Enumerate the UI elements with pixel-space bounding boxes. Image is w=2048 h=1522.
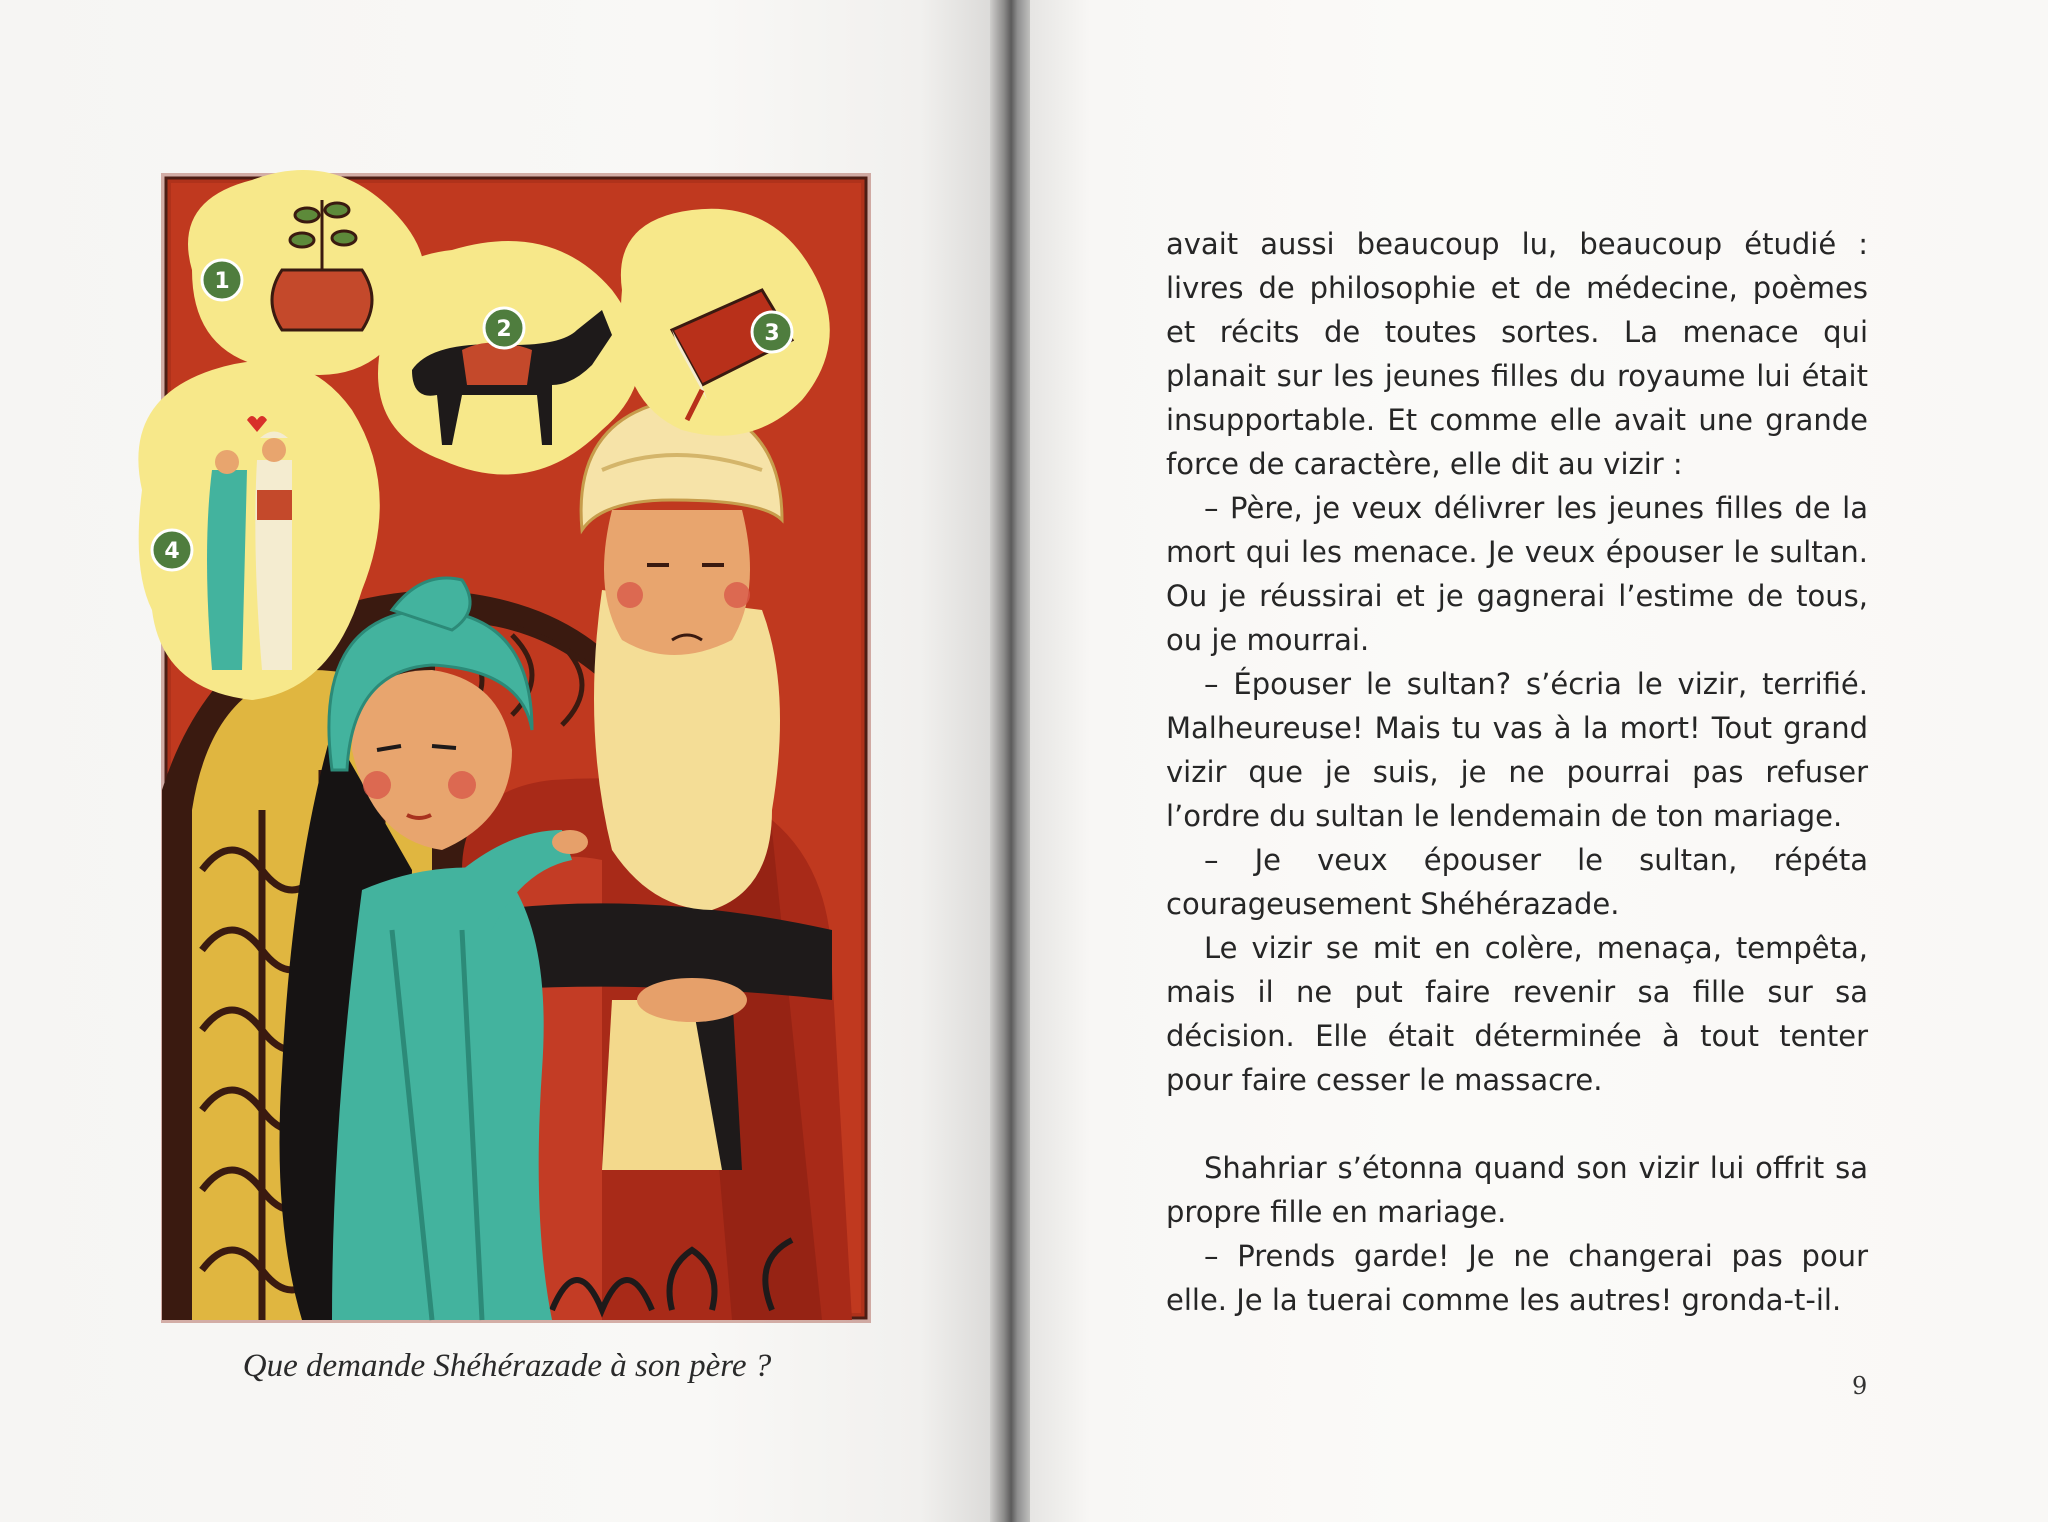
marker-3 xyxy=(752,312,792,352)
paragraph-1: avait aussi beaucoup lu, beaucoup étudié : livres de philosophie et de médecine, poèmes et récits de toutes sortes. La menace qui planait sur les jeunes filles du royaume lui était insupportable. Et comme elle avait une grande force de caractère, elle dit au vizir : xyxy=(1166,227,1868,481)
marker-2 xyxy=(484,308,524,348)
paragraph-7: – Prends garde! Je ne changerai pas pour elle. Je la tuerai comme les autres! gronda-t-il. xyxy=(1166,1239,1868,1317)
scheherazade-illustration xyxy=(132,170,882,1340)
marker-3-label: 3 xyxy=(764,321,780,346)
page-number: 9 xyxy=(1852,1372,1868,1400)
section-break xyxy=(1166,1102,1868,1146)
paragraph-6: Shahriar s’étonna quand son vizir lui offrit sa propre fille en mariage. xyxy=(1166,1151,1868,1229)
marker-1-label: 1 xyxy=(214,269,230,294)
paragraph-3: – Épouser le sultan? s’écria le vizir, terrifié. Malheureuse! Mais tu vas à la mort! Tout grand vizir que je suis, je ne pourrai pas refuser l’ordre du sultan le lendemain de ton mariage. xyxy=(1166,667,1868,833)
illustration-caption: Que demande Shéhérazade à son père ? xyxy=(242,1348,772,1384)
marker-1 xyxy=(202,260,242,300)
marker-4 xyxy=(152,530,192,570)
paragraph-2: – Père, je veux délivrer les jeunes filles de la mort qui les menace. Je veux épouser le sultan. Ou je réussirai et je gagnerai l’estime de tous, ou je mourrai. xyxy=(1166,491,1868,657)
marker-4-label: 4 xyxy=(164,539,180,564)
left-page xyxy=(0,0,1000,1522)
paragraph-4: – Je veux épouser le sultan, répéta courageusement Shéhérazade. xyxy=(1166,843,1868,921)
story-text xyxy=(1166,222,1868,1322)
marker-2-label: 2 xyxy=(496,317,512,342)
paragraph-5: Le vizir se mit en colère, menaça, tempêta, mais il ne put faire revenir sa fille sur sa décision. Elle était déterminée à tout tenter pour faire cesser le massacre. xyxy=(1166,931,1868,1097)
